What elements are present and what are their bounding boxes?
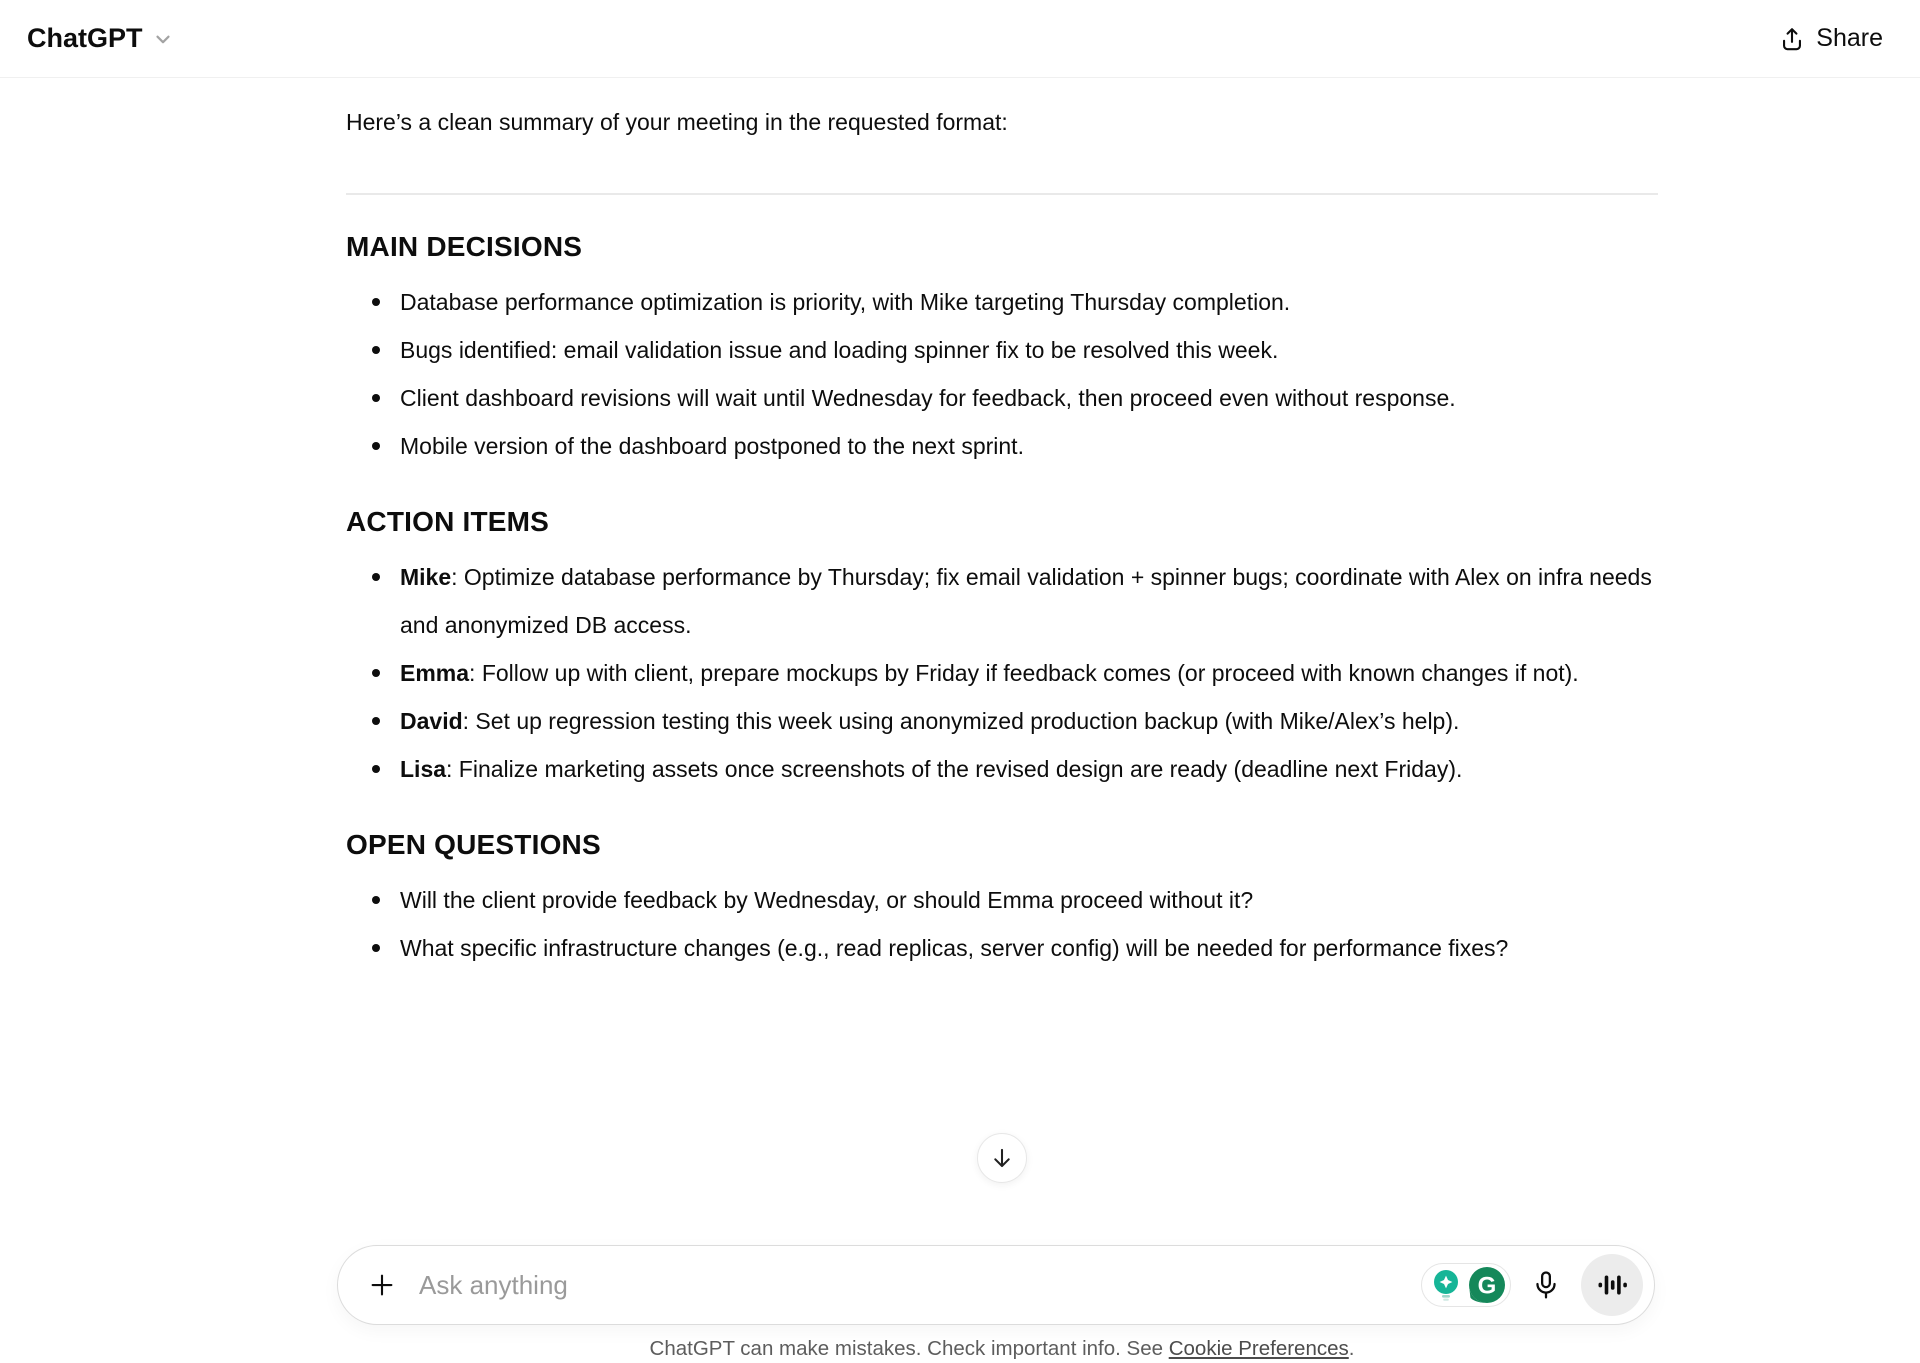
list-item <box>346 697 1658 745</box>
list-item <box>346 924 1658 972</box>
list-item-text: : Set up regression testing this week using anonymized production backup (with Mike/Alex’s help). <box>462 708 1460 734</box>
list-item-bold: Mike <box>400 564 452 590</box>
list-item-text: : Optimize database performance by Thursday; fix email validation + spinner bugs; coordinate with Alex on infra needs and anonymized DB access. <box>400 564 1652 638</box>
list-item-bold: Lisa <box>400 756 447 782</box>
lightbulb-sparkle-icon <box>1428 1267 1464 1303</box>
list-item-bold: David <box>400 708 463 734</box>
action-items-list <box>346 553 1658 793</box>
list-item <box>346 553 1658 649</box>
share-icon <box>1778 25 1806 53</box>
cookie-preferences-link[interactable]: Cookie Preferences <box>1168 1337 1349 1360</box>
section-title-action-items: ACTION ITEMS <box>346 506 550 537</box>
disclaimer-text: ChatGPT can make mistakes. Check important info. See <box>649 1337 1169 1360</box>
dictate-button[interactable] <box>1524 1263 1568 1307</box>
main-decisions-list <box>346 278 1658 470</box>
list-item-text: Client dashboard revisions will wait until Wednesday for feedback, then proceed even without response. <box>400 385 1456 411</box>
list-item-text: Will the client provide feedback by Wednesday, or should Emma proceed without it? <box>400 887 1254 913</box>
grammarly-widget[interactable] <box>1421 1263 1511 1307</box>
scroll-to-bottom-button[interactable] <box>977 1133 1027 1183</box>
open-questions-list <box>346 876 1658 972</box>
voice-waveform-icon <box>1597 1270 1627 1300</box>
share-label: Share <box>1816 24 1883 52</box>
list-item <box>346 745 1658 793</box>
svg-text:G: G <box>1477 1272 1497 1300</box>
composer[interactable] <box>337 1245 1655 1325</box>
chevron-down-icon <box>152 28 174 50</box>
app-title: ChatGPT <box>27 23 143 53</box>
message-input[interactable] <box>417 1269 1421 1302</box>
arrow-down-icon <box>989 1145 1015 1171</box>
disclaimer <box>346 1336 1658 1362</box>
voice-mode-button[interactable] <box>1581 1254 1643 1316</box>
grammarly-g-icon <box>1467 1265 1507 1305</box>
list-item-text: : Finalize marketing assets once screenshots of the revised design are ready (deadline next Friday). <box>446 756 1463 782</box>
list-item-text: Mobile version of the dashboard postponed to the next sprint. <box>400 433 1024 459</box>
section-title-open-questions: OPEN QUESTIONS <box>346 829 601 860</box>
assistant-message <box>346 78 1658 972</box>
disclaimer-period: . <box>1348 1337 1355 1360</box>
list-item <box>346 649 1658 697</box>
attach-button[interactable] <box>360 1263 404 1307</box>
list-item-text: Bugs identified: email validation issue and loading spinner fix to be resolved this week. <box>400 337 1279 363</box>
list-item <box>346 374 1658 422</box>
top-bar <box>0 0 1920 78</box>
plus-icon <box>367 1270 397 1300</box>
list-item <box>346 326 1658 374</box>
list-item-bold: Emma <box>400 660 470 686</box>
divider <box>346 193 1658 195</box>
message-intro: Here’s a clean summary of your meeting in the requested format: <box>346 109 1008 135</box>
list-item-text: What specific infrastructure changes (e.g., read replicas, server config) will be needed for performance fixes? <box>400 935 1509 961</box>
list-item <box>346 278 1658 326</box>
share-button[interactable] <box>1768 16 1893 61</box>
section-title-main-decisions: MAIN DECISIONS <box>346 231 583 262</box>
microphone-icon <box>1530 1269 1562 1301</box>
list-item <box>346 876 1658 924</box>
model-switcher[interactable] <box>27 23 174 54</box>
list-item-text: Database performance optimization is priority, with Mike targeting Thursday completion. <box>400 289 1291 315</box>
list-item-text: : Follow up with client, prepare mockups by Friday if feedback comes (or proceed with known changes if not). <box>469 660 1579 686</box>
list-item <box>346 422 1658 470</box>
